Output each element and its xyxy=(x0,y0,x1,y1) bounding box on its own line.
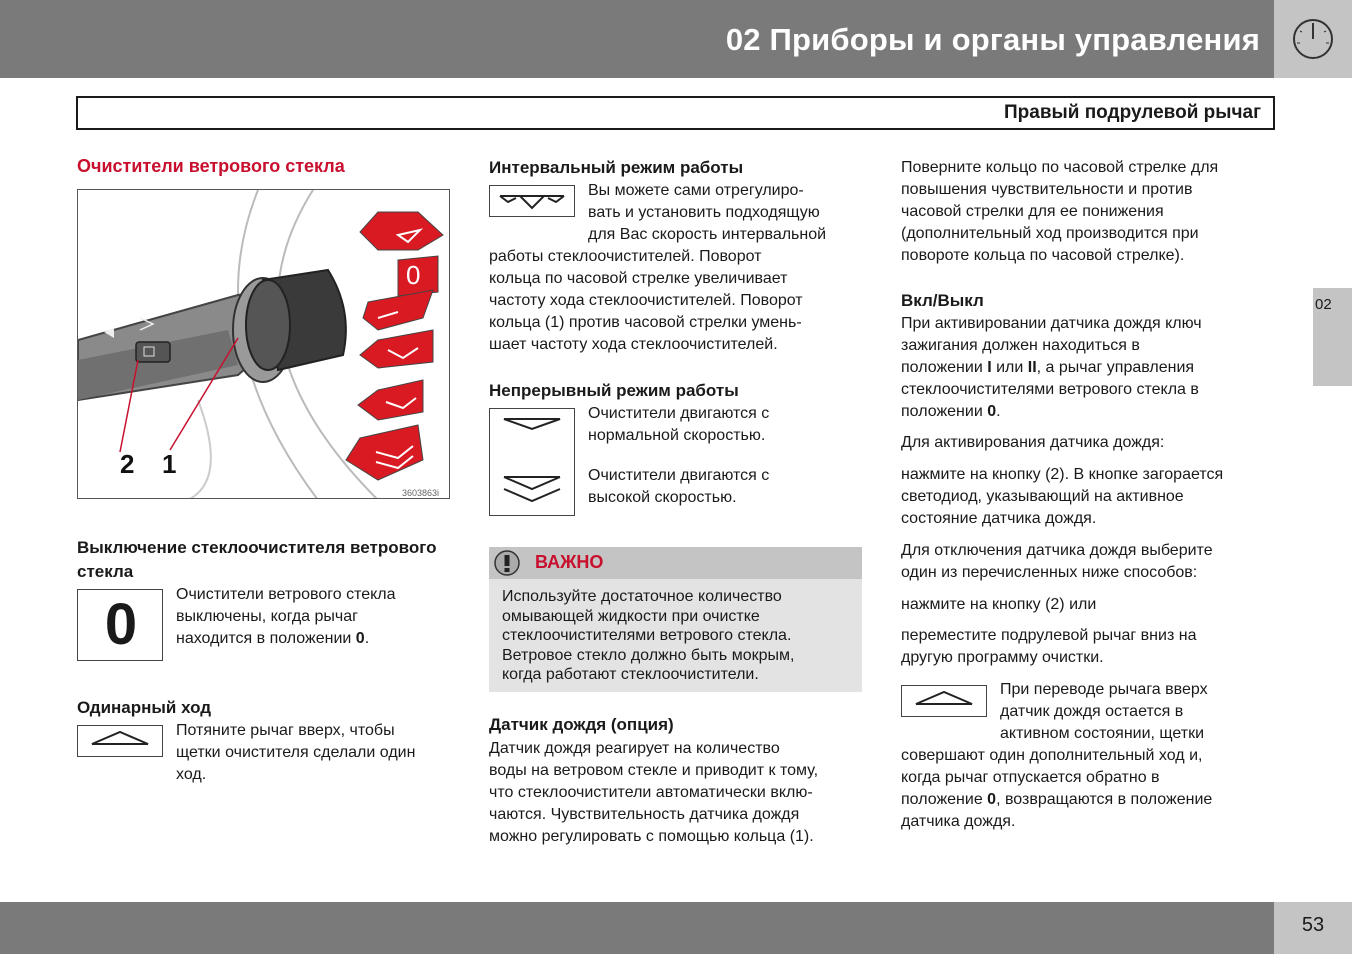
interval-text-indented xyxy=(588,180,826,246)
page-number: 53 xyxy=(1301,914,1325,936)
ring-line: часовой стрелки для ее понижения xyxy=(901,203,1164,220)
single-stroke-text xyxy=(176,720,415,786)
off-text-line: Очистители ветрового стекла xyxy=(176,586,396,603)
chapter-title: 02 Приборы и органы управления xyxy=(725,22,1260,57)
interval-line: шает частоту хода стеклоочистителей. xyxy=(489,336,778,353)
footer-bar xyxy=(0,902,1274,954)
lever-up-symbol-box xyxy=(901,685,987,717)
onoff-fragment: . xyxy=(996,403,1001,420)
activate-intro: Для активирования датчика дождя: xyxy=(901,434,1165,451)
lever-up-icon xyxy=(78,726,162,756)
activate-line: состояние датчика дождя. xyxy=(901,510,1097,527)
onoff-bold: 0 xyxy=(987,403,997,420)
important-line: когда работают стеклоочистители. xyxy=(502,666,759,683)
lever-up-text xyxy=(1000,679,1208,745)
onoff-line: стеклоочистителями ветрового стекла в xyxy=(901,381,1199,398)
callout-2: 2 xyxy=(120,449,135,479)
off-text-bold: 0 xyxy=(355,630,365,647)
interval-symbol-box xyxy=(489,185,575,217)
off-text-line xyxy=(176,628,396,650)
section-header-box xyxy=(76,96,1275,130)
move-lever-line: переместите подрулевой рычаг вниз на xyxy=(901,627,1197,644)
warning-icon xyxy=(493,550,521,576)
interval-line: вать и установить подходящую xyxy=(588,204,820,221)
important-line: омывающей жидкости при очистке xyxy=(502,607,760,625)
important-header xyxy=(489,547,862,579)
rain-line: воды на ветровом стекле и приводит к тому, xyxy=(489,762,819,779)
onoff-fragment: положении xyxy=(901,359,988,376)
lever-up-line: При переводе рычага вверх xyxy=(1000,681,1208,698)
normal-speed-line: Очистители двигаются с xyxy=(588,405,770,422)
activate-text xyxy=(901,464,1223,530)
lever-drawing xyxy=(78,190,450,499)
rain-line: можно регулировать с помощью кольца (1). xyxy=(489,828,814,845)
continuous-mode-icons xyxy=(490,409,574,515)
move-lever-text xyxy=(901,625,1196,669)
chapter-side-tab xyxy=(1313,288,1352,386)
interval-line: кольца по часовой стрелке увеличивает xyxy=(489,270,788,287)
off-text-fragment: находится в положении xyxy=(176,630,356,647)
onoff-bold: II xyxy=(1027,359,1037,376)
single-stroke-symbol-box xyxy=(77,725,163,757)
interval-heading: Интервальный режим работы xyxy=(489,158,744,177)
interval-line: для Вас скорость интервальной xyxy=(588,226,827,243)
deactivate-line: Для отключения датчика дождя выберите xyxy=(901,542,1213,559)
final-bold: 0 xyxy=(987,791,997,808)
normal-speed-icon xyxy=(504,419,560,429)
onoff-heading: Вкл/Выкл xyxy=(901,291,984,310)
onoff-fragment: или xyxy=(991,359,1028,376)
onoff-fragment: положении xyxy=(901,403,988,420)
final-text xyxy=(901,745,1212,833)
position-0-label: 0 xyxy=(406,260,421,290)
continuous-symbol-box xyxy=(489,408,575,516)
onoff-line: зажигания должен находиться в xyxy=(901,337,1140,354)
press-button-text: нажмите на кнопку (2) или xyxy=(901,596,1097,613)
final-line: когда рычаг отпускается обратно в xyxy=(901,769,1160,786)
ring-text xyxy=(901,157,1218,267)
interval-line: работы стеклоочистителей. Поворот xyxy=(489,248,762,265)
header-bar xyxy=(0,0,1274,78)
rain-sensor-heading: Датчик дождя (опция) xyxy=(489,715,674,734)
onoff-line xyxy=(901,357,1202,379)
off-text-line: выключены, когда рычаг xyxy=(176,608,358,625)
single-stroke-line: ход. xyxy=(176,766,207,783)
final-fragment: , возвращаются в положение xyxy=(996,791,1213,808)
deactivate-text xyxy=(901,540,1213,584)
off-text xyxy=(176,584,396,650)
important-body xyxy=(502,587,852,685)
high-speed-text xyxy=(588,465,769,509)
callout-1: 1 xyxy=(162,449,177,479)
important-line: стеклоочистителями ветрового стекла. xyxy=(502,627,792,644)
ring-line: повышения чувствительности и против xyxy=(901,181,1193,198)
page-number-box xyxy=(1274,902,1352,954)
interval-mode-icon xyxy=(490,186,574,216)
activate-line: светодиод, указывающий на активное xyxy=(901,488,1184,505)
rain-line: чаются. Чувствительность датчика дождя xyxy=(489,806,800,823)
wipers-heading: Очистители ветрового стекла xyxy=(77,156,345,176)
interval-line: Вы можете сами отрегулиро- xyxy=(588,182,804,199)
interval-line: частоту хода стеклоочистителей. Поворот xyxy=(489,292,803,309)
off-symbol: 0 xyxy=(104,592,138,657)
rain-line: что стеклоочистители автоматически вклю- xyxy=(489,784,813,801)
high-speed-icon xyxy=(504,477,560,501)
important-line: Ветровое стекло должно быть мокрым, xyxy=(502,646,795,664)
onoff-line: При активировании датчика дождя ключ xyxy=(901,315,1202,332)
side-tab-label: 02 xyxy=(1315,296,1332,313)
ring-line: Поверните кольцо по часовой стрелке для xyxy=(901,159,1219,176)
onoff-line xyxy=(901,401,1202,423)
normal-speed-text xyxy=(588,403,769,447)
continuous-heading: Непрерывный режим работы xyxy=(489,381,739,400)
lever-up-line: датчик дождя остается в xyxy=(1000,703,1184,720)
ring-line: повороте кольца по часовой стрелке). xyxy=(901,247,1185,264)
lever-illustration xyxy=(77,189,450,499)
important-note xyxy=(489,547,862,692)
important-line: Используйте достаточное количество xyxy=(502,588,782,605)
activate-line: нажмите на кнопку (2). В кнопке загорается xyxy=(901,466,1224,483)
lever-up-line: активном состоянии, щетки xyxy=(1000,725,1205,742)
off-symbol-box xyxy=(77,589,163,661)
onoff-fragment: , а рычаг управления xyxy=(1036,359,1195,376)
interval-text xyxy=(489,246,803,356)
high-speed-line: Очистители двигаются с xyxy=(588,467,770,484)
onoff-bold: I xyxy=(987,359,992,376)
final-line xyxy=(901,789,1212,811)
section-title: Правый подрулевой рычаг xyxy=(1004,102,1261,123)
high-speed-line: высокой скоростью. xyxy=(588,489,737,506)
single-stroke-heading: Одинарный ход xyxy=(77,698,212,717)
interval-line: кольца (1) против часовой стрелки умень- xyxy=(489,314,802,331)
move-lever-line: другую программу очистки. xyxy=(901,649,1104,666)
chapter-icon-box xyxy=(1274,0,1352,78)
single-stroke-line: Потяните рычаг вверх, чтобы xyxy=(176,722,395,739)
normal-speed-line: нормальной скоростью. xyxy=(588,427,766,444)
off-text-end: . xyxy=(364,630,370,647)
important-title: ВАЖНО xyxy=(535,552,604,572)
ring-line: (дополнительный ход производится при xyxy=(901,225,1199,242)
final-line: датчика дождя. xyxy=(901,813,1016,830)
final-fragment: положение xyxy=(901,791,988,808)
lever-up-icon xyxy=(902,686,986,716)
rain-line: Датчик дождя реагирует на количество xyxy=(489,740,780,757)
off-heading: Выключение стеклоочистителя ветрового стекла xyxy=(77,538,437,581)
onoff-text xyxy=(901,313,1202,423)
rain-sensor-text xyxy=(489,738,818,848)
final-line: совершают один дополнительный ход и, xyxy=(901,747,1203,764)
speedometer-icon xyxy=(1291,17,1335,61)
deactivate-line: один из перечисленных ниже способов: xyxy=(901,564,1198,581)
single-stroke-line: щетки очистителя сделали один xyxy=(176,744,416,761)
image-code: 3603863i xyxy=(402,488,440,498)
